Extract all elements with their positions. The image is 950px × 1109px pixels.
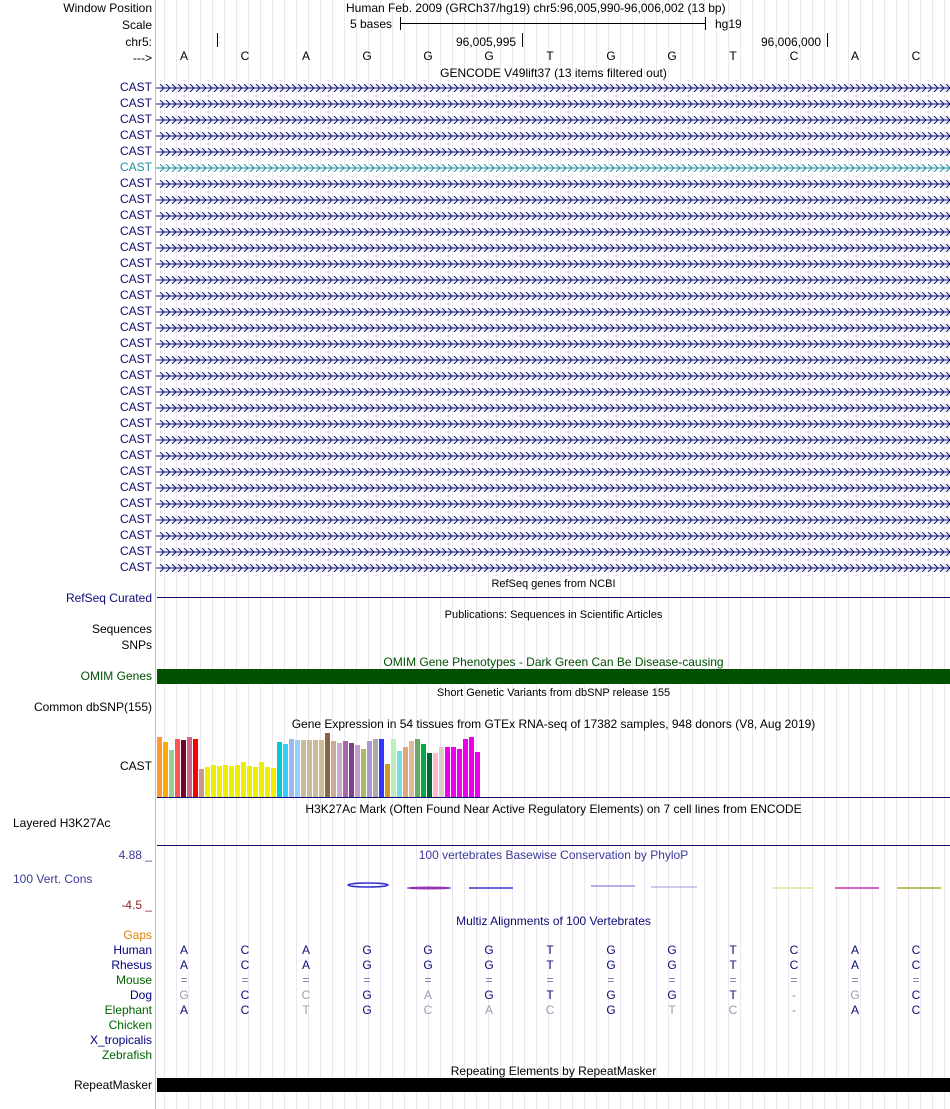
gtex-tissue-bar[interactable] [343,741,348,797]
species-label[interactable]: Dog [129,988,152,1002]
gtex-tissue-bar[interactable] [289,739,294,797]
gtex-tissue-bar[interactable] [409,741,414,797]
alignment-base: C [240,958,250,972]
alignment-base: = [180,973,188,987]
alignment-base: T [546,958,554,972]
sequence-base: G [423,49,433,63]
window-position-label[interactable]: Window Position [63,1,152,15]
gencode-item-label[interactable]: CAST [119,128,152,142]
gencode-transcript[interactable] [156,372,950,380]
gencode-item-label[interactable]: CAST [119,544,152,558]
alignment-base: G [606,1003,616,1017]
alignment-base: G [423,958,433,972]
alignment-base: G [362,943,372,957]
alignment-base: A [301,958,310,972]
alignment-base: C [423,1003,433,1017]
gencode-item-label[interactable]: CAST [119,352,152,366]
alignment-base: - [792,988,796,1002]
scale-text: 5 bases [350,17,393,31]
gencode-item-label[interactable]: CAST [119,192,152,206]
gencode-item-label[interactable]: CAST [119,256,152,270]
gtex-label[interactable]: CAST [119,759,152,773]
alignment-base: = [851,973,859,987]
gtex-tissue-bar[interactable] [463,739,468,797]
gtex-tissue-bar[interactable] [307,740,312,797]
refseq-title[interactable]: RefSeq genes from NCBI [491,578,616,590]
gencode-item-label[interactable]: CAST [119,448,152,462]
ruler-tick [522,33,523,47]
gtex-bar-chart[interactable] [157,731,557,797]
gencode-transcript[interactable] [156,180,950,188]
gtex-tissue-bar[interactable] [403,747,408,797]
species-label[interactable]: Human [113,943,152,957]
gtex-tissue-bar[interactable] [181,740,186,797]
omim-title[interactable]: OMIM Gene Phenotypes - Dark Green Can Be Disease-causing [383,655,724,669]
gtex-tissue-bar[interactable] [271,768,276,797]
gencode-transcript[interactable] [156,356,950,364]
h3k27ac-baseline [157,845,950,846]
sequence-base: T [729,49,737,63]
alignment-base: = [302,973,310,987]
refseq-gene-line[interactable] [157,597,950,598]
repeatmasker-bar[interactable] [157,1078,950,1092]
alignment-base: = [790,973,798,987]
alignment-base: = [241,973,249,987]
gencode-item-label[interactable]: CAST [119,304,152,318]
gencode-item-label[interactable]: CAST [119,368,152,382]
alignment-base: = [668,973,676,987]
alignment-base: T [546,943,554,957]
multiz-title[interactable]: Multiz Alignments of 100 Vertebrates [456,914,651,928]
refseq-label[interactable]: RefSeq Curated [65,591,152,605]
alignment-base: A [850,1003,859,1017]
gencode-item-label[interactable]: CAST [119,112,152,126]
gtex-tissue-bar[interactable] [439,747,444,797]
alignment-base: T [729,958,737,972]
gencode-transcript[interactable] [156,228,950,236]
gencode-item-label[interactable]: CAST [119,320,152,334]
alignment-base: = [729,973,737,987]
alignment-base: A [484,1003,493,1017]
gtex-tissue-bar[interactable] [313,740,318,797]
gencode-transcript[interactable] [156,164,950,172]
gencode-transcript[interactable] [156,404,950,412]
phylop-title[interactable]: 100 vertebrates Basewise Conservation by PhyloP [418,848,689,862]
assembly-label: hg19 [715,17,742,31]
alignment-base: T [302,1003,310,1017]
omim-gene-bar[interactable] [157,669,950,684]
gencode-transcript[interactable] [156,116,950,124]
gencode-transcript[interactable] [156,244,950,252]
repeatmasker-label[interactable]: RepeatMasker [73,1078,152,1092]
gtex-tissue-bar[interactable] [241,762,246,797]
alignment-base: G [362,958,372,972]
strand-label[interactable]: ---> [133,51,152,65]
gtex-tissue-bar[interactable] [325,733,330,797]
publications-sequences-label[interactable]: Sequences [91,622,152,636]
species-label[interactable]: Zebrafish [101,1048,152,1062]
sequence-base: T [546,49,554,63]
gencode-transcript[interactable] [156,324,950,332]
alignment-base: T [729,943,737,957]
sequence-base: C [911,49,921,63]
gtex-tissue-bar[interactable] [361,749,366,797]
ruler-tick [827,33,828,47]
alignment-base: A [179,1003,188,1017]
gencode-transcript[interactable] [156,516,950,524]
gencode-transcript[interactable] [156,260,950,268]
gencode-transcript[interactable] [156,148,950,156]
dbsnp-label[interactable]: Common dbSNP(155) [33,700,152,714]
gtex-tissue-bar[interactable] [175,739,180,797]
gtex-tissue-bar[interactable] [469,737,474,797]
alignment-base: C [911,943,921,957]
alignment-base: G [179,988,189,1002]
chrom-label[interactable]: chr5: [125,35,152,49]
gencode-item-label[interactable]: CAST [119,80,152,94]
scale-label[interactable]: Scale [121,18,152,32]
gencode-transcript[interactable] [156,548,950,556]
gencode-transcript[interactable] [156,196,950,204]
gencode-transcript[interactable] [156,420,950,428]
gencode-item-label[interactable]: CAST [119,144,152,158]
gtex-tissue-bar[interactable] [331,741,336,797]
gtex-tissue-bar[interactable] [457,749,462,797]
alignment-base: C [240,1003,250,1017]
gencode-item-label[interactable]: CAST [119,272,152,286]
ruler-tick-label-2: 96,006,000 [761,35,822,49]
gencode-item-label[interactable]: CAST [119,160,152,174]
sequence-base: C [240,49,250,63]
omim-label[interactable]: OMIM Genes [80,669,152,683]
alignment-base: = [363,973,371,987]
phylop-wiggle[interactable] [157,875,950,895]
gtex-tissue-bar[interactable] [367,741,372,797]
alignment-base: G [667,943,677,957]
alignment-base: C [301,988,311,1002]
alignment-base: G [850,988,860,1002]
gencode-transcript[interactable] [156,388,950,396]
gencode-transcript[interactable] [156,212,950,220]
h3k27ac-label[interactable]: Layered H3K27Ac [13,816,111,830]
alignment-base: C [728,1003,738,1017]
sequence-base: G [667,49,677,63]
repeatmasker-title[interactable]: Repeating Elements by RepeatMasker [450,1064,657,1078]
alignment-base: = [607,973,615,987]
gencode-item-label[interactable]: CAST [119,384,152,398]
gencode-transcript[interactable] [156,484,950,492]
species-label[interactable]: Gaps [123,928,152,942]
sequence-base: A [850,49,859,63]
gtex-tissue-bar[interactable] [319,740,324,797]
gtex-tissue-bar[interactable] [433,753,438,797]
gencode-item-label[interactable]: CAST [119,416,152,430]
gtex-tissue-bar[interactable] [349,743,354,797]
alignment-base: C [545,1003,555,1017]
gencode-transcript[interactable] [156,452,950,460]
gencode-transcript[interactable] [156,436,950,444]
publications-title[interactable]: Publications: Sequences in Scientific Articles [444,609,663,621]
gtex-tissue-bar[interactable] [247,766,252,797]
species-label[interactable]: Elephant [104,1003,152,1017]
alignment-base: A [179,958,188,972]
gencode-transcript[interactable] [156,468,950,476]
gtex-tissue-bar[interactable] [355,745,360,797]
gtex-tissue-bar[interactable] [379,739,384,797]
gencode-item-label[interactable]: CAST [119,528,152,542]
alignment-base: C [240,943,250,957]
gencode-transcript[interactable] [156,532,950,540]
alignment-base: G [484,958,494,972]
alignment-base: T [729,988,737,1002]
alignment-base: G [667,958,677,972]
alignment-base: = [424,973,432,987]
gencode-item-label[interactable]: CAST [119,400,152,414]
alignment-base: = [485,973,493,987]
scale-bar [400,17,706,30]
gtex-tissue-bar[interactable] [277,742,282,797]
sequence-base: C [789,49,799,63]
gtex-tissue-bar[interactable] [337,743,342,797]
alignment-base: - [792,1003,796,1017]
gtex-tissue-bar[interactable] [259,762,264,797]
alignment-base: C [911,988,921,1002]
gtex-tissue-bar[interactable] [301,740,306,797]
gtex-tissue-bar[interactable] [253,767,258,797]
gencode-transcript[interactable] [156,276,950,284]
phylop-label[interactable]: 100 Vert. Cons [13,872,93,886]
gtex-tissue-bar[interactable] [163,742,168,797]
sequence-base: A [179,49,188,63]
ruler-tick [217,33,218,47]
alignment-base: G [423,943,433,957]
alignment-base: = [912,973,920,987]
gencode-item-label[interactable]: CAST [119,560,152,574]
gtex-tissue-bar[interactable] [421,744,426,797]
gencode-transcript[interactable] [156,132,950,140]
species-label[interactable]: Chicken [108,1018,152,1032]
gtex-tissue-bar[interactable] [415,739,420,797]
gencode-transcript[interactable] [156,340,950,348]
alignment-base: G [362,1003,372,1017]
gencode-title[interactable]: GENCODE V49lift37 (13 items filtered out) [440,66,667,80]
gtex-tissue-bar[interactable] [445,747,450,797]
alignment-base: A [423,988,432,1002]
gtex-tissue-bar[interactable] [205,767,210,797]
gtex-tissue-bar[interactable] [295,740,300,797]
gtex-tissue-bar[interactable] [475,752,480,797]
alignment-base: G [606,958,616,972]
gencode-item-label[interactable]: CAST [119,224,152,238]
gencode-item-label[interactable]: CAST [119,288,152,302]
alignment-base: C [911,1003,921,1017]
gtex-tissue-bar[interactable] [229,766,234,797]
alignment-base: A [301,943,310,957]
alignment-base: G [667,988,677,1002]
alignment-base: A [179,943,188,957]
alignment-base: C [240,988,250,1002]
gtex-tissue-bar[interactable] [283,744,288,797]
gencode-item-label[interactable]: CAST [119,432,152,446]
gencode-transcript[interactable] [156,84,950,92]
publications-snps-label[interactable]: SNPs [121,638,152,652]
gencode-item-label[interactable]: CAST [119,480,152,494]
alignment-base: G [484,988,494,1002]
sequence-base: A [301,49,310,63]
sequence-base: G [362,49,372,63]
gencode-item-label[interactable]: CAST [119,496,152,510]
phylop-max-label: 4.88 _ [118,848,152,862]
gencode-transcript[interactable] [156,100,950,108]
gencode-item-label[interactable]: CAST [119,336,152,350]
gtex-tissue-bar[interactable] [373,739,378,797]
gencode-transcript[interactable] [156,308,950,316]
gencode-transcript[interactable] [156,500,950,508]
gencode-item-label[interactable]: CAST [119,240,152,254]
gencode-item-label[interactable]: CAST [119,96,152,110]
gtex-tissue-bar[interactable] [187,737,192,797]
gtex-title[interactable]: Gene Expression in 54 tissues from GTEx RNA-seq of 17382 samples, 948 donors (V8, Aug 2019) [291,717,816,731]
alignment-base: C [789,958,799,972]
gtex-tissue-bar[interactable] [427,753,432,797]
alignment-base: T [668,1003,676,1017]
alignment-base: = [546,973,554,987]
alignment-base: G [484,943,494,957]
alignment-base: G [606,943,616,957]
sequence-base: G [484,49,494,63]
ruler-tick-label-1: 96,005,995 [456,35,517,49]
gencode-transcript[interactable] [156,292,950,300]
gencode-transcript[interactable] [156,564,950,572]
alignment-base: A [850,958,859,972]
gencode-item-label[interactable]: CAST [119,208,152,222]
gtex-baseline [157,797,950,798]
species-label[interactable]: Mouse [115,973,152,987]
gtex-tissue-bar[interactable] [223,765,228,797]
gtex-tissue-bar[interactable] [451,747,456,797]
gencode-item-label[interactable]: CAST [119,512,152,526]
gtex-tissue-bar[interactable] [397,751,402,797]
species-label[interactable]: X_tropicalis [89,1033,152,1047]
gtex-tissue-bar[interactable] [157,737,162,797]
gencode-item-label[interactable]: CAST [119,464,152,478]
alignment-base: G [606,988,616,1002]
h3k27ac-title[interactable]: H3K27Ac Mark (Often Found Near Active Regulatory Elements) on 7 cell lines from ENCODE [305,802,802,816]
dbsnp-title[interactable]: Short Genetic Variants from dbSNP release 155 [436,687,671,699]
species-label[interactable]: Rhesus [111,958,152,972]
gtex-tissue-bar[interactable] [385,764,390,797]
gtex-tissue-bar[interactable] [235,765,240,797]
gtex-tissue-bar[interactable] [391,739,396,797]
alignment-base: C [789,943,799,957]
alignment-base: A [850,943,859,957]
phylop-min-label: -4.5 _ [121,898,152,912]
alignment-base: T [546,988,554,1002]
sequence-base: G [606,49,616,63]
gtex-tissue-bar[interactable] [211,765,216,797]
gtex-tissue-bar[interactable] [265,767,270,797]
alignment-base: G [362,988,372,1002]
gtex-tissue-bar[interactable] [169,750,174,797]
gtex-tissue-bar[interactable] [217,766,222,797]
gtex-tissue-bar[interactable] [193,739,198,797]
window-position-text: Human Feb. 2009 (GRCh37/hg19) chr5:96,005,990-96,006,002 (13 bp) [346,1,726,15]
gencode-item-label[interactable]: CAST [119,176,152,190]
alignment-base: C [911,958,921,972]
gtex-tissue-bar[interactable] [199,769,204,797]
